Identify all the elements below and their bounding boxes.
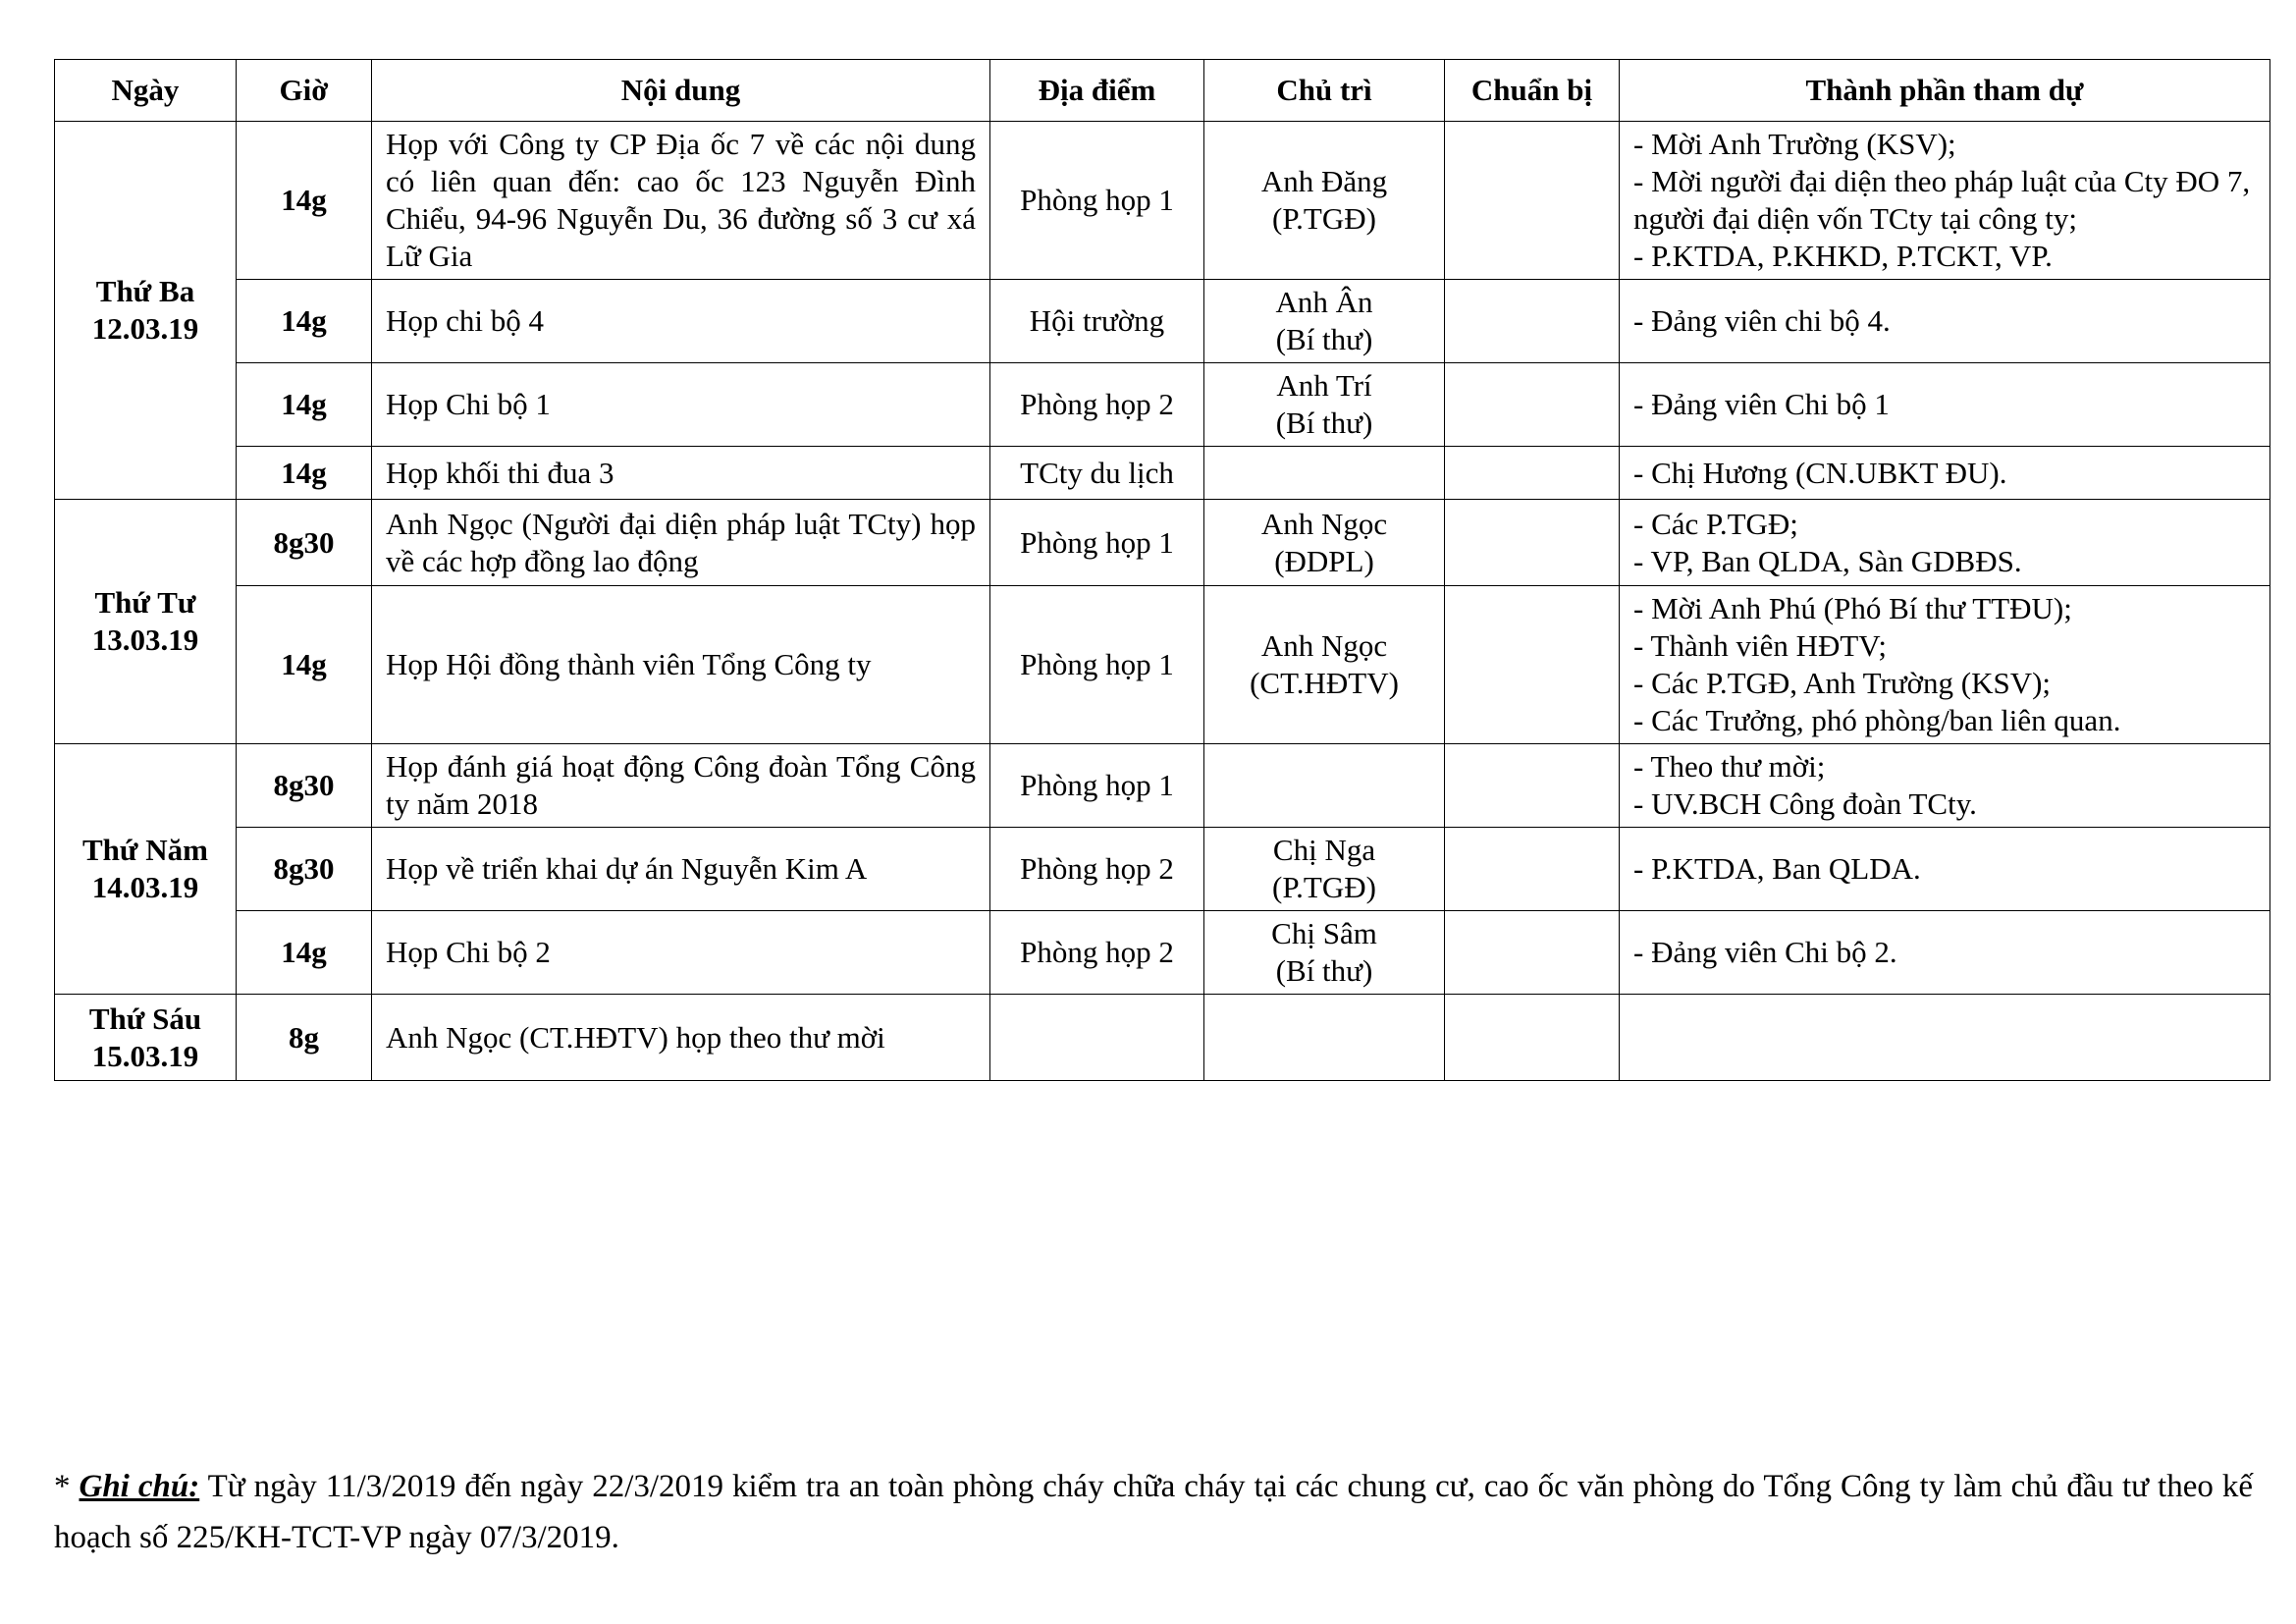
content-cell: Họp Hội đồng thành viên Tổng Công ty: [372, 586, 990, 744]
table-row: [55, 911, 2270, 995]
host-line: Anh Ngọc: [1260, 506, 1388, 541]
time-cell: 8g: [237, 995, 372, 1081]
time-cell: 14g: [237, 911, 372, 995]
prep-cell: [1445, 280, 1620, 363]
host-cell: [1204, 363, 1445, 447]
attendees-cell: [1620, 586, 2270, 744]
content-cell: Họp với Công ty CP Địa ốc 7 về các nội dung có liên quan đến: cao ốc 123 Nguyễn Đình Chiểu, 94-96 Nguyễn Du, 36 đường số 3 cư xá Lữ Gia: [372, 122, 990, 280]
table-row: [55, 447, 2270, 500]
host-line: Anh Ân: [1275, 285, 1373, 319]
prep-cell: [1445, 995, 1620, 1081]
attendee-line: - Mời người đại diện theo pháp luật của Cty ĐO 7, người đại diện vốn TCty tại công ty;: [1633, 164, 2251, 236]
attendee-line: - Chị Hương (CN.UBKT ĐU).: [1633, 455, 2007, 490]
table-row: [55, 122, 2270, 280]
host-cell: [1204, 995, 1445, 1081]
header-attendees: Thành phần tham dự: [1620, 60, 2270, 122]
table-row: [55, 363, 2270, 447]
attendee-line: - Đảng viên Chi bộ 2.: [1633, 935, 1897, 969]
day-date: 13.03.19: [91, 623, 199, 657]
attendee-line: - P.KTDA, Ban QLDA.: [1633, 851, 1921, 886]
content-cell: Họp chi bộ 4: [372, 280, 990, 363]
host-cell: [1204, 586, 1445, 744]
host-line: Chị Sâm: [1271, 916, 1377, 950]
time-cell: 14g: [237, 363, 372, 447]
header-day: Ngày: [55, 60, 237, 122]
attendees-cell: [1620, 280, 2270, 363]
place-cell: TCty du lịch: [990, 447, 1204, 500]
place-cell: Phòng họp 2: [990, 911, 1204, 995]
day-date: 15.03.19: [91, 1038, 199, 1073]
attendee-line: - Các Trưởng, phó phòng/ban liên quan.: [1633, 703, 2121, 737]
time-cell: 14g: [237, 122, 372, 280]
content-cell: Họp về triển khai dự án Nguyễn Kim A: [372, 828, 990, 911]
attendee-line: - Theo thư mời;: [1633, 749, 1826, 784]
attendee-line: - UV.BCH Công đoàn TCty.: [1633, 786, 1977, 821]
header-place: Địa điểm: [990, 60, 1204, 122]
content-cell: Họp Chi bộ 1: [372, 363, 990, 447]
place-cell: Phòng họp 2: [990, 828, 1204, 911]
attendees-cell: [1620, 995, 2270, 1081]
day-date: 12.03.19: [91, 311, 199, 346]
place-cell: Phòng họp 1: [990, 122, 1204, 280]
attendees-cell: [1620, 447, 2270, 500]
schedule-table: [54, 59, 2270, 1081]
prep-cell: [1445, 122, 1620, 280]
content-cell: Anh Ngọc (Người đại diện pháp luật TCty) họp về các hợp đồng lao động: [372, 500, 990, 586]
host-cell: [1204, 828, 1445, 911]
content-cell: Họp khối thi đua 3: [372, 447, 990, 500]
attendees-cell: [1620, 122, 2270, 280]
time-cell: 14g: [237, 280, 372, 363]
prep-cell: [1445, 828, 1620, 911]
header-time: Giờ: [237, 60, 372, 122]
host-line: (P.TGĐ): [1272, 201, 1376, 236]
host-cell: [1204, 447, 1445, 500]
header-host: Chủ trì: [1204, 60, 1445, 122]
attendee-line: - Thành viên HĐTV;: [1633, 628, 1887, 663]
attendee-line: - P.KTDA, P.KHKD, P.TCKT, VP.: [1633, 239, 2053, 273]
table-row: [55, 744, 2270, 828]
attendees-cell: [1620, 828, 2270, 911]
host-line: Anh Ngọc: [1260, 628, 1388, 663]
prep-cell: [1445, 586, 1620, 744]
table-body: [55, 122, 2270, 1081]
attendees-cell: [1620, 363, 2270, 447]
host-line: Anh Trí: [1276, 368, 1372, 403]
content-cell: Anh Ngọc (CT.HĐTV) họp theo thư mời: [372, 995, 990, 1081]
day-name: Thứ Tư: [94, 585, 196, 620]
place-cell: Phòng họp 1: [990, 500, 1204, 586]
attendees-cell: [1620, 500, 2270, 586]
time-cell: 8g30: [237, 500, 372, 586]
time-cell: 8g30: [237, 828, 372, 911]
day-name: Thứ Sáu: [88, 1001, 202, 1036]
time-cell: 8g30: [237, 744, 372, 828]
host-line: (ĐDPL): [1274, 543, 1374, 578]
header-row: [55, 60, 2270, 122]
place-cell: Phòng họp 1: [990, 744, 1204, 828]
time-cell: 14g: [237, 586, 372, 744]
table-header: [55, 60, 2270, 122]
table-row: [55, 500, 2270, 586]
content-cell: Họp đánh giá hoạt động Công đoàn Tổng Công ty năm 2018: [372, 744, 990, 828]
attendee-line: - Các P.TGĐ;: [1633, 506, 1798, 541]
note-prefix: *: [54, 1469, 80, 1504]
host-line: Anh Đăng: [1260, 164, 1388, 198]
host-cell: [1204, 911, 1445, 995]
header-content: Nội dung: [372, 60, 990, 122]
attendee-line: - Đảng viên chi bộ 4.: [1633, 303, 1891, 338]
attendee-line: - VP, Ban QLDA, Sàn GDBĐS.: [1633, 543, 2022, 578]
table-row: [55, 828, 2270, 911]
host-line: (CT.HĐTV): [1250, 666, 1399, 700]
prep-cell: [1445, 447, 1620, 500]
day-name: Thứ Năm: [82, 833, 208, 867]
content-cell: Họp Chi bộ 2: [372, 911, 990, 995]
host-line: (P.TGĐ): [1272, 870, 1376, 904]
place-cell: [990, 995, 1204, 1081]
time-cell: 14g: [237, 447, 372, 500]
table-row: [55, 995, 2270, 1081]
note-label: Ghi chú:: [79, 1469, 200, 1504]
header-prep: Chuẩn bị: [1445, 60, 1620, 122]
prep-cell: [1445, 500, 1620, 586]
host-cell: [1204, 280, 1445, 363]
host-line: Chị Nga: [1272, 833, 1376, 867]
host-cell: [1204, 500, 1445, 586]
attendee-line: - Các P.TGĐ, Anh Trường (KSV);: [1633, 666, 2052, 700]
day-cell: [55, 995, 237, 1081]
table-row: [55, 280, 2270, 363]
attendees-cell: [1620, 744, 2270, 828]
host-cell: [1204, 744, 1445, 828]
day-date: 14.03.19: [91, 870, 199, 904]
day-cell: [55, 500, 237, 744]
host-cell: [1204, 122, 1445, 280]
host-line: (Bí thư): [1275, 953, 1373, 988]
prep-cell: [1445, 363, 1620, 447]
place-cell: Phòng họp 2: [990, 363, 1204, 447]
note: [54, 1461, 2253, 1563]
place-cell: Phòng họp 1: [990, 586, 1204, 744]
table-row: [55, 586, 2270, 744]
attendee-line: - Mời Anh Phú (Phó Bí thư TTĐU);: [1633, 591, 2072, 625]
host-line: (Bí thư): [1275, 322, 1373, 356]
attendee-line: - Đảng viên Chi bộ 1: [1633, 387, 1890, 421]
host-line: (Bí thư): [1275, 406, 1373, 440]
day-cell: [55, 122, 237, 500]
day-cell: [55, 744, 237, 995]
note-text: Từ ngày 11/3/2019 đến ngày 22/3/2019 kiểm tra an toàn phòng cháy chữa cháy tại các chung cư, cao ốc văn phòng do Tổng Công ty làm chủ đầu tư theo kế hoạch số 225/KH-TCT-VP ngày 07/3/2019.: [54, 1469, 2253, 1555]
attendees-cell: [1620, 911, 2270, 995]
day-name: Thứ Ba: [95, 274, 195, 308]
place-cell: Hội trường: [990, 280, 1204, 363]
attendee-line: - Mời Anh Trường (KSV);: [1633, 127, 1956, 161]
prep-cell: [1445, 911, 1620, 995]
prep-cell: [1445, 744, 1620, 828]
